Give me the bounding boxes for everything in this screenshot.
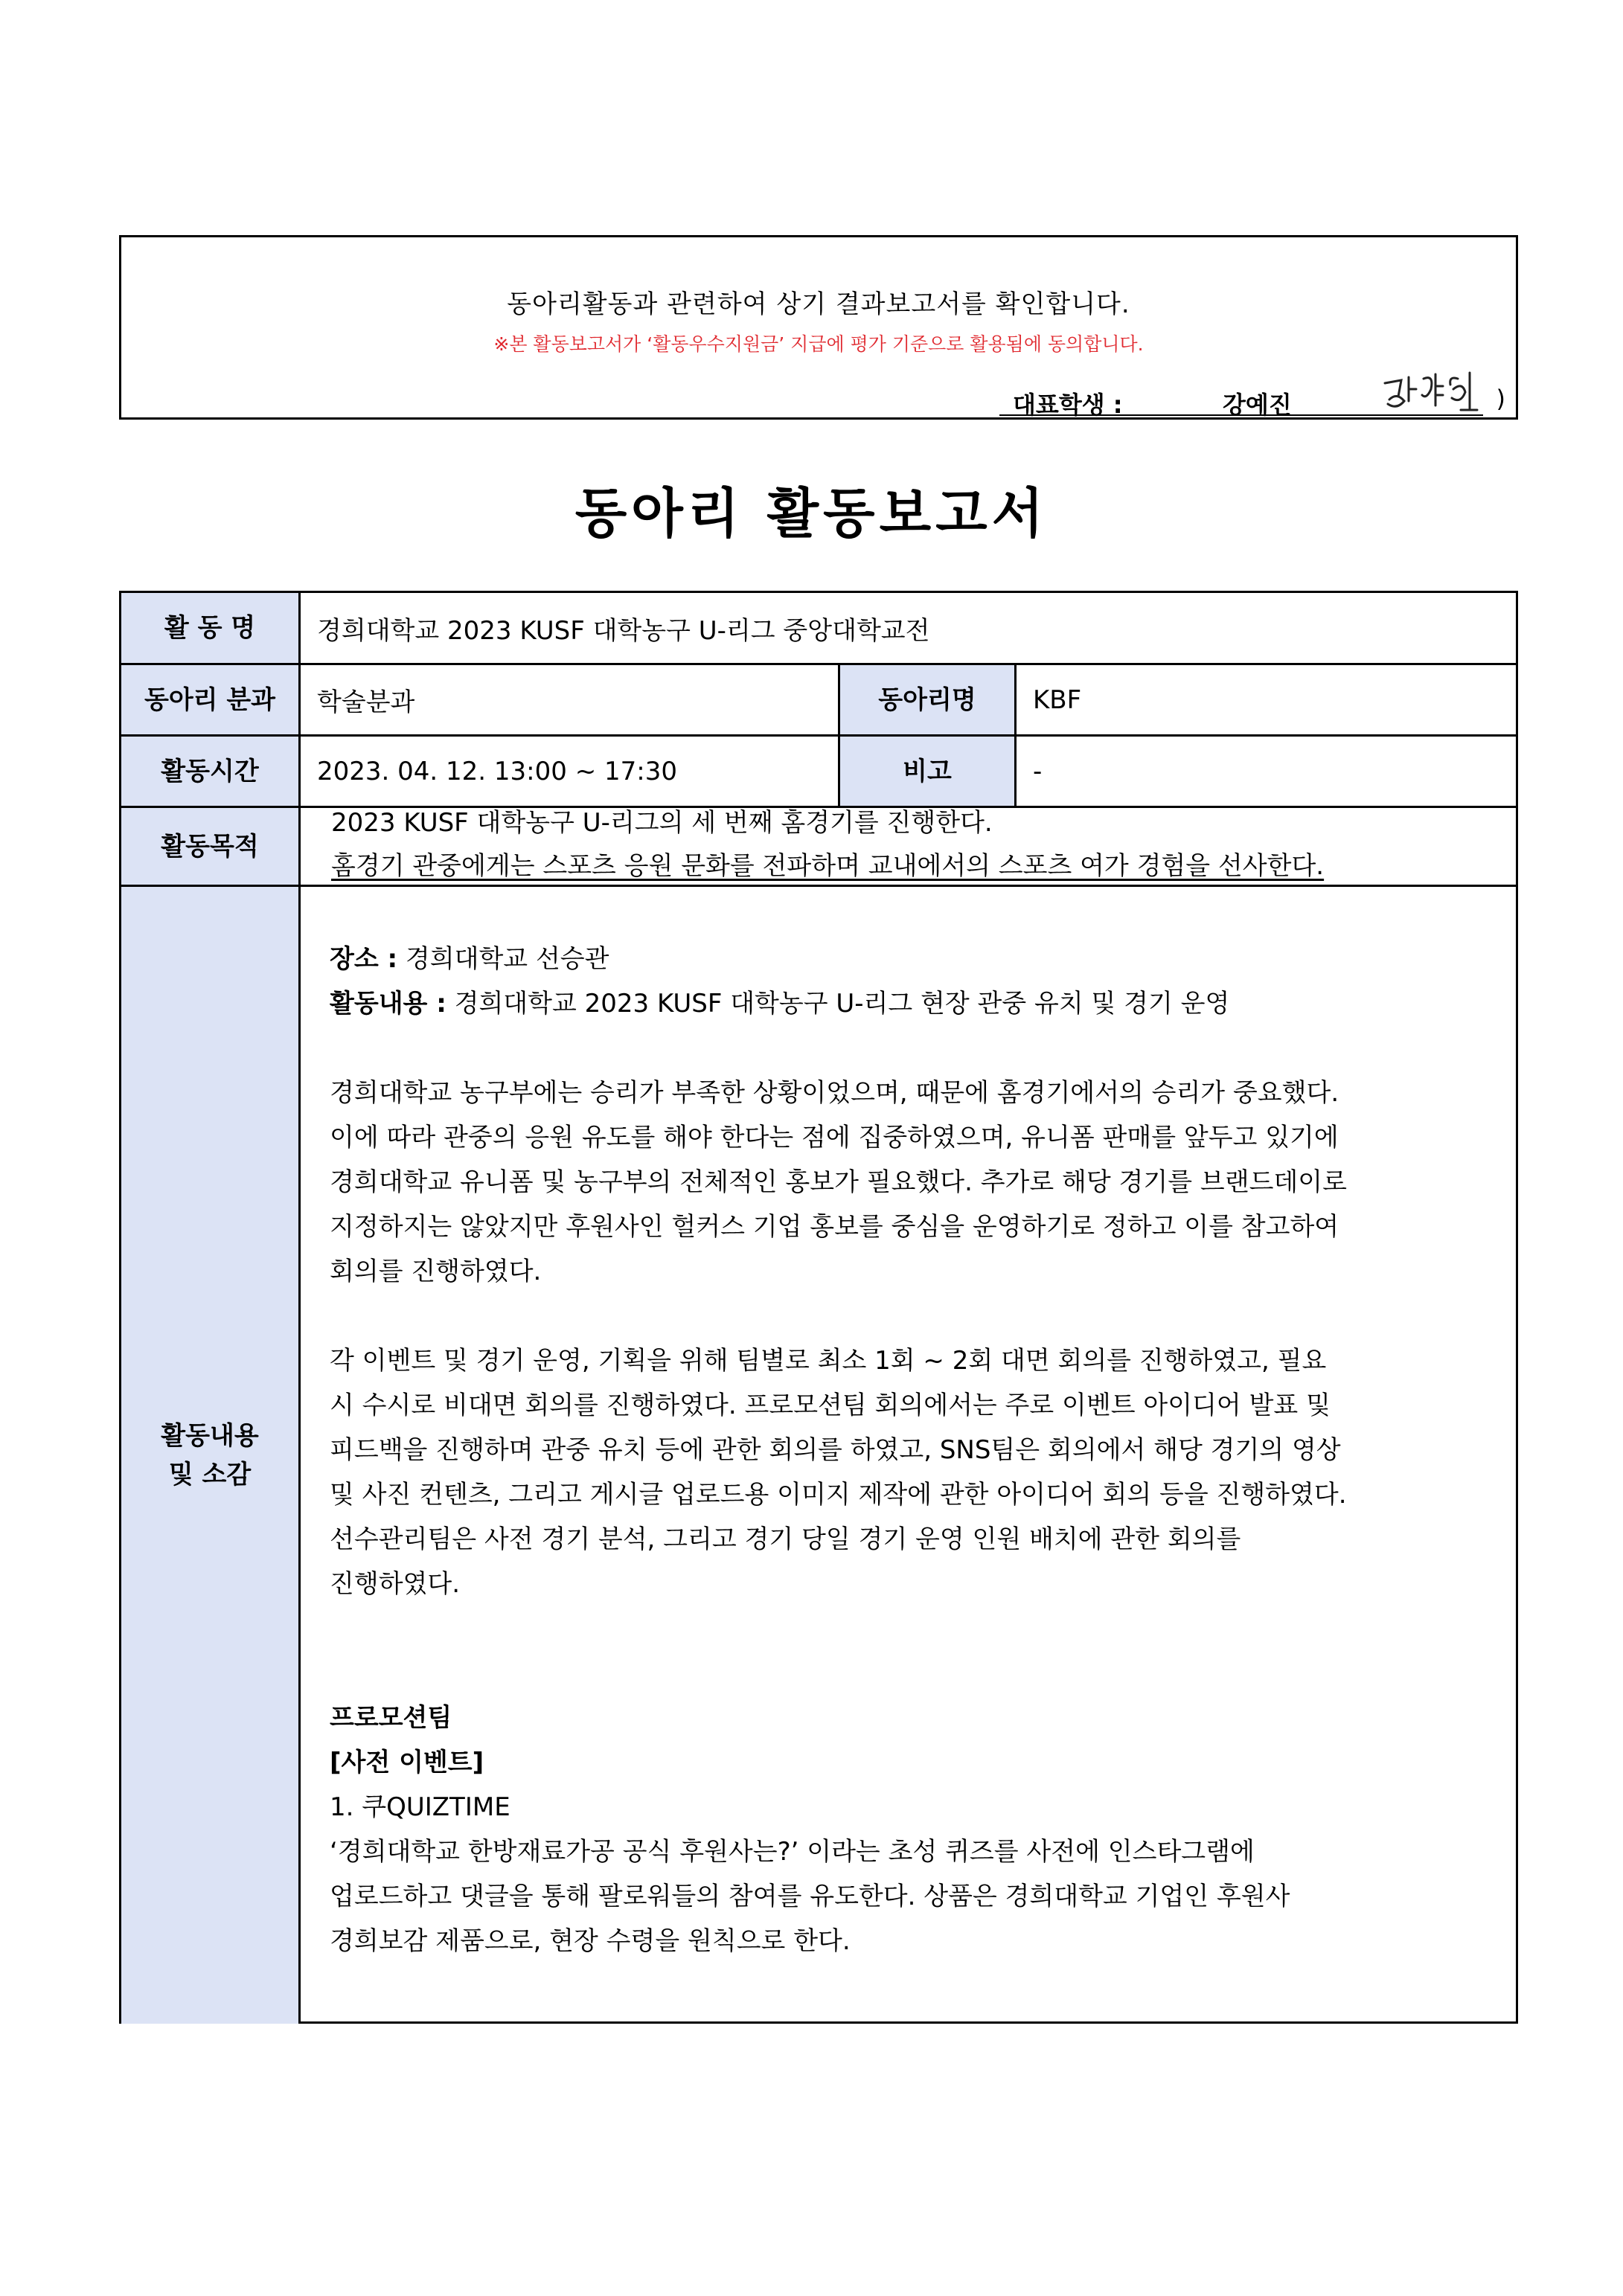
content-label-line: 및 소감 [168, 1460, 252, 1489]
activity-detail-value: 경희대학교 2023 KUSF 대학농구 U-리그 현장 관중 유치 및 경기 운영 [446, 989, 1230, 1019]
paragraph-line: 선수관리팀은 사전 경기 분석, 그리고 경기 당일 경기 운영 인원 배치에 관한 회의를 [330, 1524, 1241, 1554]
place-label: 장소 : [330, 944, 398, 974]
confirmation-box [119, 235, 1518, 420]
event-line: ‘경희대학교 한방재료가공 공식 후원사는?’ 이라는 초성 퀴즈를 사전에 인스타그램에 [330, 1837, 1255, 1867]
signature-icon [1379, 367, 1491, 419]
paragraph-line: 피드백을 진행하며 관중 유치 등에 관한 회의를 하였고, SNS팀은 회의에서 해당 경기의 영상 [330, 1435, 1341, 1465]
closing-paren: ) [1496, 385, 1505, 413]
paragraph-line: 진행하였다. [330, 1569, 461, 1599]
time-label: 활동시간 [121, 737, 298, 806]
spacer [330, 1651, 1513, 1696]
paragraph-line: 회의를 진행하였다. [330, 1257, 542, 1286]
time-value: 2023. 04. 12. 13:00 ~ 17:30 [317, 756, 677, 786]
activity-detail-label: 활동내용 : [330, 989, 446, 1019]
content-body [330, 937, 1513, 1963]
content-label [121, 887, 298, 2024]
representative-label: 대표학생 : [1013, 391, 1123, 419]
event-title: 1. 쿠QUIZTIME [330, 1792, 510, 1822]
activity-name-label: 활 동 명 [121, 593, 298, 663]
consent-note: ※본 활동보고서가 ‘활동우수지원금’ 지급에 평가 기준으로 활용됨에 동의합니다. [493, 333, 1144, 355]
document-title: 동아리 활동보고서 [574, 482, 1049, 545]
paragraph-line: 경희대학교 유니폼 및 농구부의 전체적인 홍보가 필요했다. 추가로 해당 경기를 브랜드데이로 [330, 1167, 1347, 1197]
note-value: - [1033, 756, 1043, 786]
representative-row [999, 385, 1505, 419]
purpose-line: 2023 KUSF 대학농구 U-리그의 세 번째 홈경기를 진행한다. [331, 808, 993, 838]
activity-line [330, 981, 1513, 1026]
activity-name-value: 경희대학교 2023 KUSF 대학농구 U-리그 중앙대학교전 [317, 615, 930, 646]
spacer [330, 1606, 1513, 1651]
paragraph-line: 시 수시로 비대면 회의를 진행하였다. 프로모션팀 회의에서는 주로 이벤트 아이디어 발표 및 [330, 1391, 1331, 1420]
purpose-line: 홈경기 관중에게는 스포츠 응원 문화를 전파하며 교내에서의 스포츠 여가 경험을 선사한다. [331, 851, 1325, 881]
division-value: 학술분과 [317, 687, 415, 717]
paragraph-line: 이에 따라 관중의 응원 유도를 해야 한다는 점에 집중하였으며, 유니폼 판매를 앞두고 있기에 [330, 1123, 1339, 1152]
pre-event-heading: [사전 이벤트] [330, 1748, 484, 1777]
place-value: 경희대학교 선승관 [397, 944, 609, 974]
spacer [330, 1294, 1513, 1338]
club-name-value: KBF [1033, 684, 1082, 715]
purpose-label: 활동목적 [121, 808, 298, 885]
spacer [330, 1026, 1513, 1071]
event-line: 업로드하고 댓글을 통해 팔로워들의 참여를 유도한다. 상품은 경희대학교 기업인 후원사 [330, 1882, 1290, 1911]
table-divider [298, 593, 301, 2021]
representative-name: 강예진 [1223, 391, 1292, 419]
event-line: 경희보감 제품으로, 현장 수령을 원칙으로 한다. [330, 1926, 851, 1956]
note-label: 비고 [840, 737, 1014, 806]
team-heading: 프로모션팀 [330, 1703, 452, 1733]
club-name-label: 동아리명 [840, 665, 1014, 734]
paragraph-line: 경희대학교 농구부에는 승리가 부족한 상황이었으며, 때문에 홈경기에서의 승리가 중요했다. [330, 1078, 1339, 1108]
paragraph-line: 및 사진 컨텐츠, 그리고 게시글 업로드용 이미지 제작에 관한 아이디어 회의 등을 진행하였다. [330, 1480, 1347, 1510]
content-label-line: 활동내용 [161, 1421, 259, 1451]
place-line [330, 937, 1513, 981]
confirmation-statement: 동아리활동과 관련하여 상기 결과보고서를 확인합니다. [507, 289, 1130, 319]
report-table [119, 591, 1518, 2024]
division-label: 동아리 분과 [121, 665, 298, 734]
purpose-value [330, 801, 1324, 888]
paragraph-line: 지정하지는 않았지만 후원사인 헐커스 기업 홍보를 중심을 운영하기로 정하고 이를 참고하여 [330, 1212, 1339, 1242]
paragraph-line: 각 이벤트 및 경기 운영, 기획을 위해 팀별로 최소 1회 ~ 2회 대면 회의를 진행하였고, 필요 [330, 1346, 1327, 1376]
